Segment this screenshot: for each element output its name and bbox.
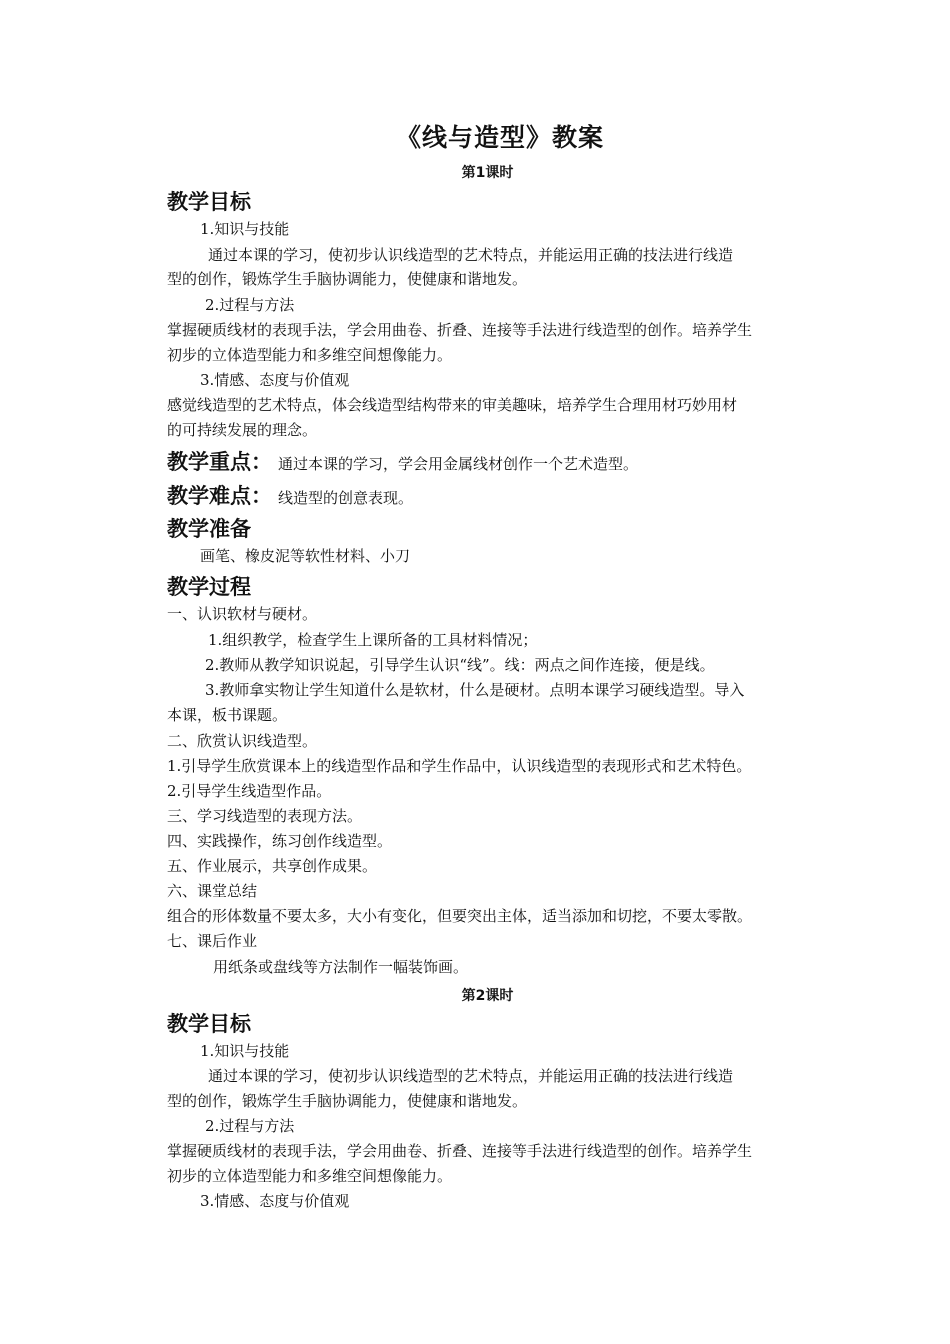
key-point-heading xyxy=(167,446,638,476)
goal-1-line-1: 通过本课的学习，使初步认识线造型的艺术特点，并能运用正确的技法进行线造 xyxy=(208,246,734,264)
process-step-1-3b: 本课，板书课题。 xyxy=(167,706,288,724)
goal-2-line-1: 掌握硬质线材的表现手法，学会用曲卷、折叠、连接等手法进行线造型的创作。培养学生 xyxy=(167,321,753,339)
goal-3-line-1: 感觉线造型的艺术特点，体会线造型结构带来的审美趣味，培养学生合理用材巧妙用材 xyxy=(167,396,738,414)
lesson-1-label: 第1课时 xyxy=(461,165,514,181)
difficulty-label: 教学难点： xyxy=(167,484,272,508)
lesson-2-goal-1-title: 1.知识与技能 xyxy=(200,1042,290,1060)
goal-2-title: 2.过程与方法 xyxy=(205,296,295,314)
document-title: 《线与造型》教案 xyxy=(395,123,604,152)
lesson-2-label: 第2课时 xyxy=(461,988,514,1004)
process-step-5: 五、作业展示，共享创作成果。 xyxy=(167,857,378,875)
key-point-text: 通过本课的学习，学会用金属线材创作一个艺术造型。 xyxy=(278,455,639,473)
process-step-1: 一、认识软材与硬材。 xyxy=(167,605,318,623)
goal-1-line-2: 型的创作，锻炼学生手脑协调能力，使健康和谐地发。 xyxy=(167,270,528,288)
process-step-6: 六、课堂总结 xyxy=(167,882,258,900)
goal-1-title: 1.知识与技能 xyxy=(200,220,290,238)
preparation-heading: 教学准备 xyxy=(167,517,251,541)
lesson-2-goal-1-line-2: 型的创作，锻炼学生手脑协调能力，使健康和谐地发。 xyxy=(167,1092,528,1110)
process-step-1-2: 2.教师从教学知识说起，引导学生认识“线”。线：两点之间作连接，便是线。 xyxy=(205,656,715,674)
lesson-2-goals-heading: 教学目标 xyxy=(167,1012,251,1036)
process-step-7-text: 用纸条或盘线等方法制作一幅装饰画。 xyxy=(213,958,469,976)
process-step-7: 七、课后作业 xyxy=(167,932,258,950)
process-step-3: 三、学习线造型的表现方法。 xyxy=(167,807,363,825)
process-step-1-1: 1.组织教学，检查学生上课所备的工具材料情况； xyxy=(208,631,538,649)
process-step-4: 四、实践操作，练习创作线造型。 xyxy=(167,832,393,850)
lesson-1-goals-heading: 教学目标 xyxy=(167,190,251,214)
lesson-2-goal-2-line-2: 初步的立体造型能力和多维空间想像能力。 xyxy=(167,1167,453,1185)
process-step-2-2: 2.引导学生线造型作品。 xyxy=(167,782,332,800)
lesson-2-goal-3-title: 3.情感、态度与价值观 xyxy=(200,1192,350,1210)
lesson-2-goal-2-title: 2.过程与方法 xyxy=(205,1117,295,1135)
difficulty-text: 线造型的创意表现。 xyxy=(278,489,414,507)
difficulty-heading xyxy=(167,480,413,510)
preparation-text: 画笔、橡皮泥等软性材料、小刀 xyxy=(200,547,411,565)
lesson-2-goal-1-line-1: 通过本课的学习，使初步认识线造型的艺术特点，并能运用正确的技法进行线造 xyxy=(208,1067,734,1085)
process-step-1-3a: 3.教师拿实物让学生知道什么是软材，什么是硬材。点明本课学习硬线造型。导入 xyxy=(205,681,745,699)
key-point-label: 教学重点： xyxy=(167,450,272,474)
goal-3-line-2: 的可持续发展的理念。 xyxy=(167,421,318,439)
process-step-2: 二、欣赏认识线造型。 xyxy=(167,732,318,750)
lesson-2-goal-2-line-1: 掌握硬质线材的表现手法，学会用曲卷、折叠、连接等手法进行线造型的创作。培养学生 xyxy=(167,1142,753,1160)
goal-3-title: 3.情感、态度与价值观 xyxy=(200,371,350,389)
process-step-6-text: 组合的形体数量不要太多，大小有变化，但要突出主体，适当添加和切挖，不要太零散。 xyxy=(167,907,753,925)
process-heading: 教学过程 xyxy=(167,575,251,599)
process-step-2-1: 1.引导学生欣赏课本上的线造型作品和学生作品中，认识线造型的表现形式和艺术特色。 xyxy=(167,757,752,775)
goal-2-line-2: 初步的立体造型能力和多维空间想像能力。 xyxy=(167,346,453,364)
